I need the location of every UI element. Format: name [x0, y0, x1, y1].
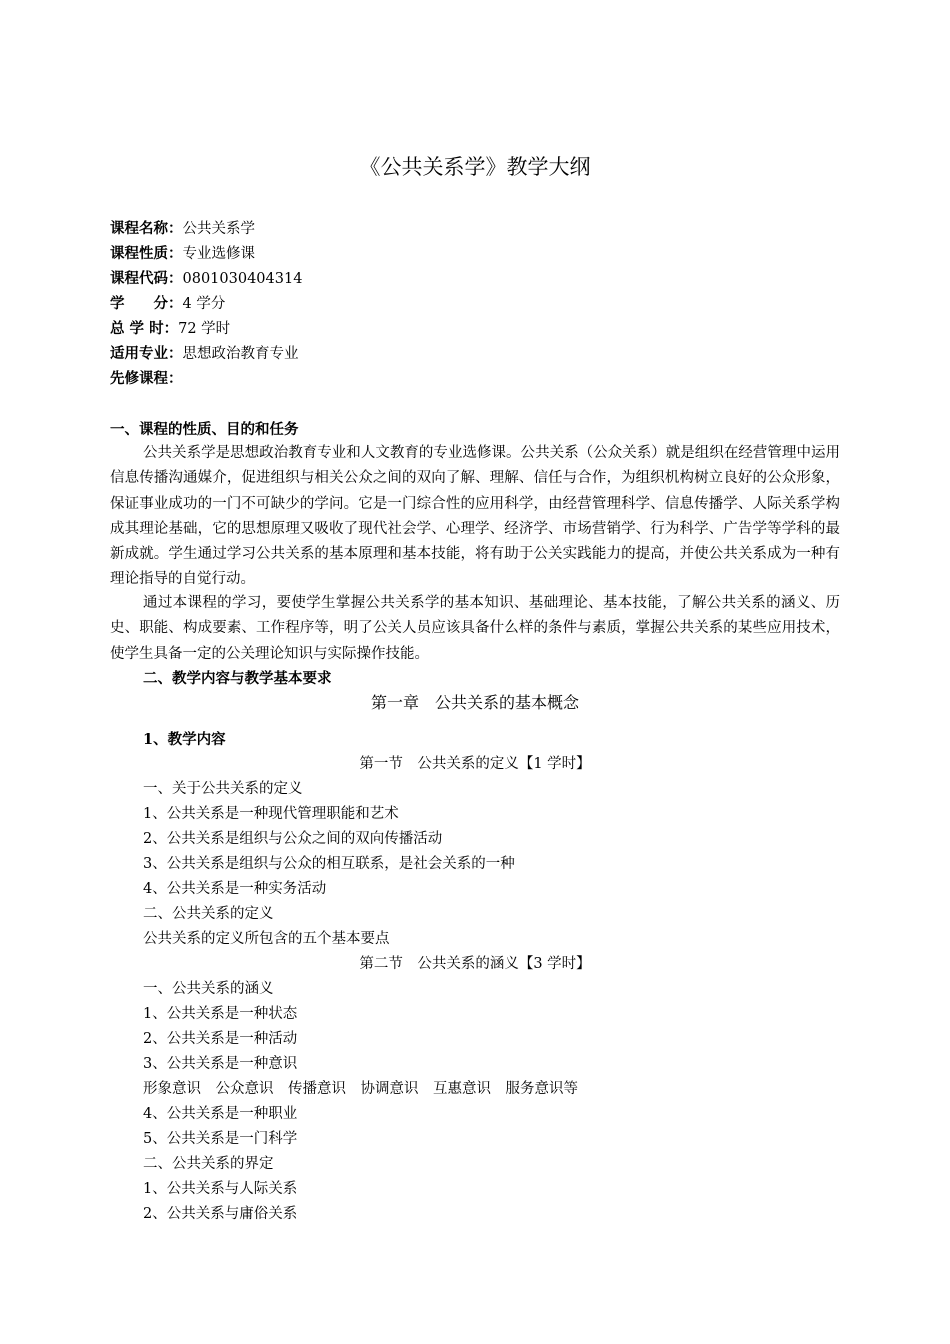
section-heading-2: 二、教学内容与教学基本要求 — [143, 670, 332, 687]
info-row-course-name — [110, 216, 302, 241]
info-label: 课程代码： — [110, 270, 183, 287]
info-row-credits — [110, 291, 302, 316]
info-label: 先修课程： — [110, 370, 183, 387]
outline-line: 3、公共关系是组织与公众的相互联系，是社会关系的一种 — [143, 856, 515, 872]
outline-section-title: 第一节 公共关系的定义【1 学时】 — [359, 756, 591, 772]
info-value: 0801030404314 — [182, 271, 303, 287]
outline-line: 2、公共关系与庸俗关系 — [143, 1206, 298, 1222]
info-value: 专业选修课 — [182, 246, 255, 262]
info-value: 思想政治教育专业 — [182, 346, 299, 362]
chapter-title: 第一章 公共关系的基本概念 — [370, 693, 579, 712]
info-row-course-type — [110, 241, 302, 266]
outline-line: 二、公共关系的定义 — [143, 906, 274, 922]
info-label: 总 学 时： — [110, 320, 179, 337]
info-value: 72 学时 — [178, 321, 231, 337]
info-row-course-code — [110, 266, 302, 291]
info-value: 公共关系学 — [182, 221, 255, 237]
section-heading-1: 一、课程的性质、目的和任务 — [110, 421, 299, 438]
outline-line: 一、关于公共关系的定义 — [143, 781, 303, 797]
info-row-major — [110, 341, 302, 366]
content-outline — [143, 752, 950, 1227]
outline-line: 1、公共关系是一种现代管理职能和艺术 — [143, 806, 399, 822]
outline-section-title: 第二节 公共关系的涵义【3 学时】 — [359, 956, 591, 972]
paragraph-1: 公共关系学是思想政治教育专业和人文教育的专业选修课。公共关系（公众关系）就是组织在经营管理中运用信息传播沟通媒介，促进组织与相关公众之间的双向了解、理解、信任与合作，为组织机构树立良好的公众形象，保证事业成功的一门不可缺少的学问。它是一门综合性的应用科学，由经营管理科学、信息传播学、人际关系学构成其理论基础，它的思想原理又吸收了现代社会学、心理学、经济学、市场营销学、行为科学、广告学等学科的最新成就。学生通过学习公共关系的基本原理和基本技能，将有助于公关实践能力的提高，并使公共关系成为一种有理论指导的自觉行动。 — [110, 445, 840, 588]
outline-line: 1、公共关系是一种状态 — [143, 1006, 298, 1022]
info-label: 课程名称： — [110, 220, 183, 237]
info-label: 学 分： — [110, 295, 183, 312]
outline-line: 1、公共关系与人际关系 — [143, 1181, 298, 1197]
info-row-prerequisite — [110, 366, 302, 391]
info-row-hours — [110, 316, 302, 341]
sub-heading: 1、教学内容 — [143, 731, 226, 748]
outline-line: 一、公共关系的涵义 — [143, 981, 274, 997]
outline-line: 5、公共关系是一门科学 — [143, 1131, 298, 1147]
outline-line: 2、公共关系是组织与公众之间的双向传播活动 — [143, 831, 443, 847]
outline-line: 形象意识 公众意识 传播意识 协调意识 互惠意识 服务意识等 — [143, 1081, 578, 1097]
info-value: 4 学分 — [182, 296, 226, 312]
outline-line: 2、公共关系是一种活动 — [143, 1031, 298, 1047]
course-info — [110, 216, 302, 391]
outline-line: 公共关系的定义所包含的五个基本要点 — [143, 931, 390, 947]
info-label: 适用专业： — [110, 345, 183, 362]
outline-line: 二、公共关系的界定 — [143, 1156, 274, 1172]
paragraph-2: 通过本课程的学习，要使学生掌握公共关系学的基本知识、基础理论、基本技能，了解公共关系的涵义、历史、职能、构成要素、工作程序等，明了公关人员应该具备什么样的条件与素质，掌握公共关系的某些应用技术，使学生具备一定的公关理论知识与实际操作技能。 — [110, 595, 840, 662]
info-label: 课程性质： — [110, 245, 183, 262]
outline-line: 4、公共关系是一种职业 — [143, 1106, 298, 1122]
document-title: 《公共关系学》教学大纲 — [359, 155, 591, 179]
outline-line: 3、公共关系是一种意识 — [143, 1056, 298, 1072]
outline-line: 4、公共关系是一种实务活动 — [143, 881, 327, 897]
